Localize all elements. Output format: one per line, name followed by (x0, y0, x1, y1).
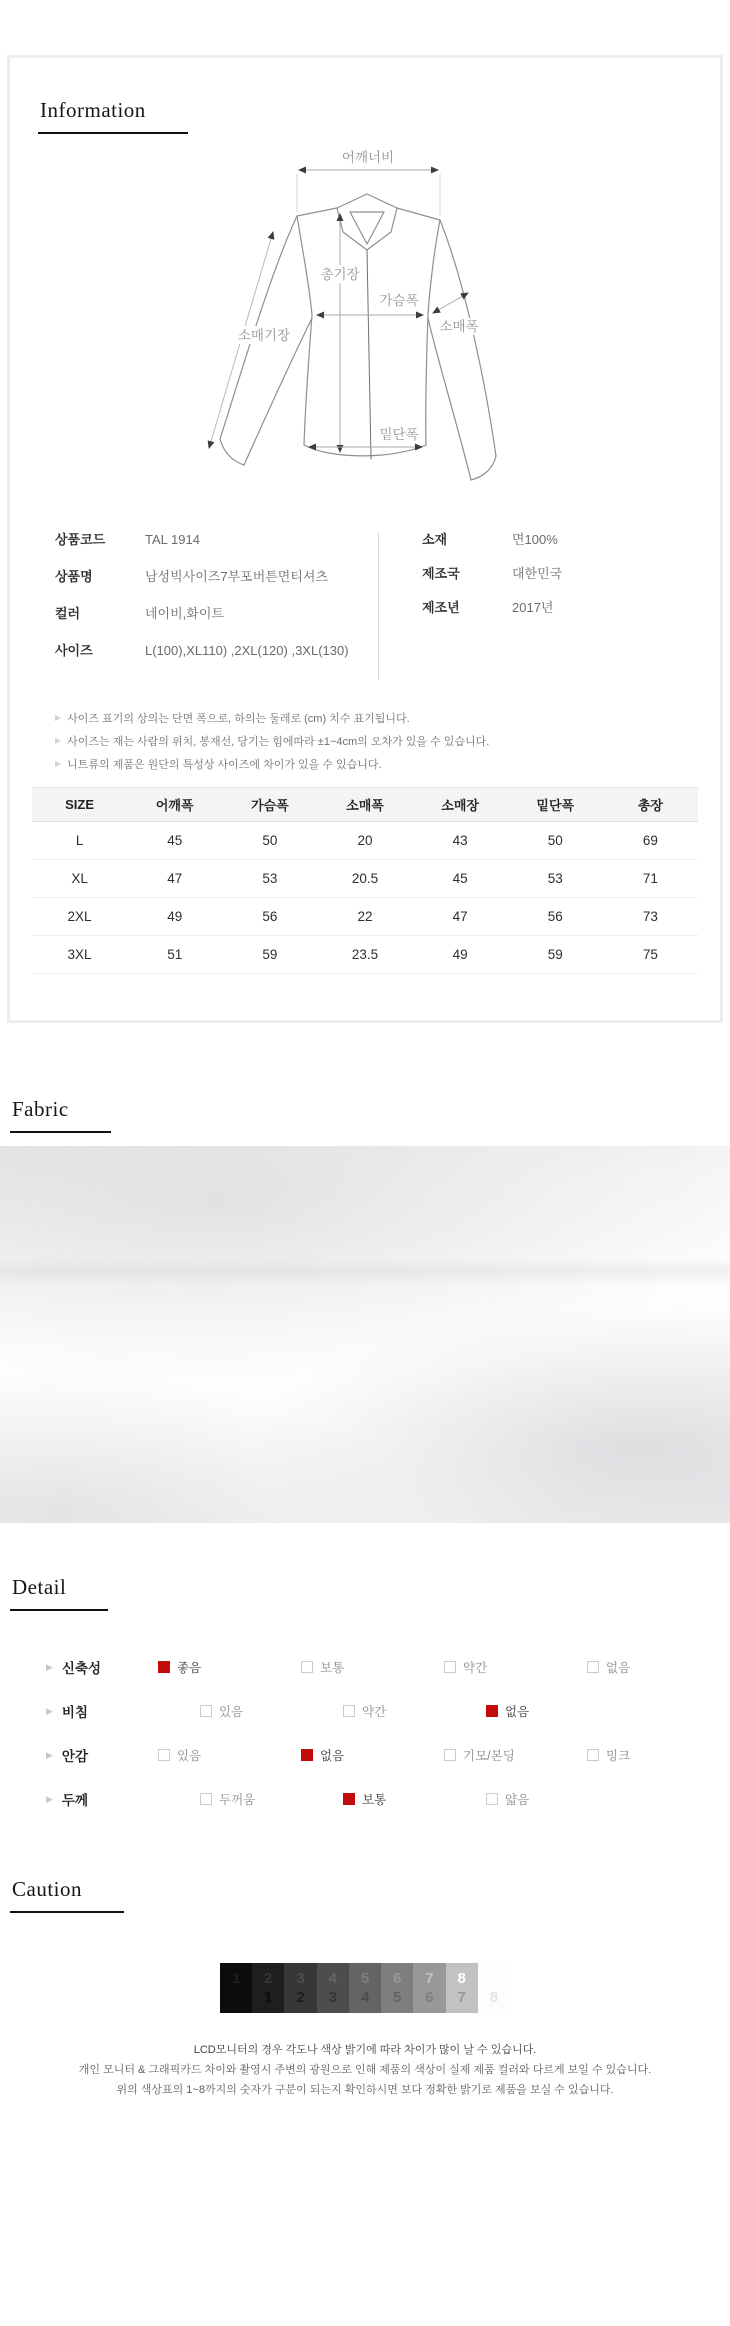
size-table-cell: 50 (222, 822, 317, 860)
detail-option (301, 1746, 444, 1764)
option-text: 얇음 (505, 1793, 530, 1807)
product-info-row (55, 532, 378, 547)
checkbox-unchecked-icon (301, 1661, 313, 1673)
checkbox-unchecked-icon (158, 1749, 170, 1761)
checkbox-checked-icon (158, 1661, 170, 1673)
caution-title-wrap (10, 1877, 730, 1913)
grayscale-cell (413, 1963, 445, 2013)
size-table-row (32, 822, 698, 860)
size-table-cell: 45 (127, 822, 222, 860)
product-info-row (422, 600, 720, 615)
detail-label-text: 안감 (61, 1749, 89, 1764)
scale-digit-bottom: 4 (360, 1989, 370, 2006)
scale-digit-top: 5 (360, 1970, 370, 1987)
grayscale-cell (284, 1963, 316, 2013)
scale-digit-bottom: 7 (457, 1989, 466, 2006)
label-hem-width: 밑단폭 (379, 427, 419, 442)
detail-title-wrap (10, 1575, 730, 1611)
size-table-cell: 22 (317, 898, 412, 936)
product-info-value: 네이비,화이트 (145, 606, 224, 621)
size-table-cell: 49 (413, 936, 508, 974)
scale-digit-bottom: 3 (328, 1989, 337, 2006)
size-table (32, 787, 698, 974)
scale-digit-top: 4 (328, 1970, 337, 1987)
note-text: 사이즈 표기의 상의는 단면 폭으로, 하의는 둘레로 (cm) 치수 표기됩니다. (67, 713, 410, 725)
note-arrow-icon: ▶ (55, 759, 62, 768)
caution-lines (0, 2040, 730, 2100)
detail-option (158, 1746, 301, 1764)
checkbox-checked-icon (486, 1705, 498, 1717)
product-info-row (55, 643, 378, 658)
product-info-value: 대한민국 (512, 566, 563, 581)
grayscale-cell (252, 1963, 284, 2013)
label-chest-width: 가슴폭 (379, 293, 419, 308)
detail-label-text: 신축성 (61, 1661, 102, 1676)
option-text: 보통 (320, 1661, 345, 1675)
size-table-cell: 45 (413, 860, 508, 898)
size-note (55, 733, 720, 749)
size-table-row (32, 860, 698, 898)
size-table-cell: 20 (317, 822, 412, 860)
caution-title: Caution (10, 1877, 124, 1913)
product-info-row (422, 532, 720, 547)
detail-arrow-icon: ▶ (46, 1705, 53, 1716)
size-table-cell: XL (32, 860, 127, 898)
scale-digit-top: 1 (231, 1970, 241, 1987)
product-info-label: 컬러 (55, 606, 81, 621)
scale-digit-top: 3 (296, 1970, 305, 1987)
detail-label (0, 1789, 200, 1809)
size-table-header: SIZE (32, 788, 127, 822)
size-table-cell: 50 (508, 822, 603, 860)
product-info-value: 2017년 (512, 600, 554, 615)
scale-digit-top: 8 (457, 1970, 466, 1987)
grayscale-cell (349, 1963, 381, 2013)
option-text: 약간 (463, 1661, 488, 1675)
fabric-photo (0, 1146, 730, 1523)
size-table-cell: 51 (127, 936, 222, 974)
product-info-label: 상품코드 (55, 532, 106, 547)
note-text: 사이즈는 재는 사람의 위치, 봉재선, 당기는 힘에따라 ±1~4cm의 오차가 있을 수 있습니다. (67, 736, 490, 748)
size-table-cell: 69 (603, 822, 698, 860)
checkbox-unchecked-icon (587, 1749, 599, 1761)
size-table-cell: 49 (127, 898, 222, 936)
checkbox-unchecked-icon (343, 1705, 355, 1717)
size-table-cell: 3XL (32, 936, 127, 974)
scale-digit-top: 2 (264, 1970, 273, 1987)
label-sleeve-length: 소매기장 (237, 328, 291, 343)
option-text: 없음 (606, 1661, 631, 1675)
size-table-cell: 56 (508, 898, 603, 936)
detail-option (587, 1746, 730, 1764)
product-info-label: 제조국 (422, 566, 460, 581)
option-text: 두꺼움 (219, 1793, 256, 1807)
size-table-row (32, 898, 698, 936)
detail-options (200, 1790, 730, 1808)
detail-arrow-icon: ▶ (46, 1793, 53, 1804)
size-table-cell: 53 (222, 860, 317, 898)
detail-label (0, 1701, 200, 1721)
detail-arrow-icon: ▶ (46, 1661, 53, 1672)
detail-option (486, 1702, 629, 1720)
checkbox-unchecked-icon (587, 1661, 599, 1673)
size-note (55, 710, 720, 726)
detail-options (158, 1746, 730, 1764)
checkbox-unchecked-icon (444, 1749, 456, 1761)
size-table-cell: 59 (508, 936, 603, 974)
size-table-header: 총장 (603, 788, 698, 822)
size-table-header: 밑단폭 (508, 788, 603, 822)
scale-digit-bottom: 2 (296, 1989, 305, 2006)
option-text: 밍크 (606, 1749, 631, 1763)
scale-digit-bottom: 6 (425, 1989, 434, 2006)
size-table-cell: 23.5 (317, 936, 412, 974)
caution-line: 개인 모니터 & 그래픽카드 차이와 촬영시 주변의 광원으로 인해 제품의 색상이 실제 제품 컬러와 다르게 보일 수 있습니다. (78, 2064, 652, 2076)
detail-rows (0, 1645, 730, 1821)
size-notes (55, 710, 720, 772)
detail-arrow-icon: ▶ (46, 1749, 53, 1760)
label-total-length: 총기장 (320, 267, 360, 282)
detail-row (0, 1689, 730, 1733)
size-table-header: 가슴폭 (222, 788, 317, 822)
information-title: Information (38, 98, 188, 134)
label-sleeve-width: 소매폭 (439, 319, 479, 334)
size-table-header: 소매장 (413, 788, 508, 822)
size-table-cell: 53 (508, 860, 603, 898)
detail-label-text: 비침 (61, 1705, 89, 1720)
grayscale-bar (220, 1963, 510, 2013)
product-info-label: 소재 (422, 532, 448, 547)
option-text: 없음 (320, 1749, 345, 1763)
product-info-row (422, 566, 720, 581)
size-table-cell: 20.5 (317, 860, 412, 898)
scale-digit-bottom: 1 (264, 1989, 273, 2006)
detail-option (486, 1790, 629, 1808)
product-info-value: 면100% (512, 532, 558, 547)
option-text: 기모/본딩 (463, 1749, 515, 1763)
product-info (10, 532, 720, 680)
checkbox-unchecked-icon (444, 1661, 456, 1673)
detail-label-text: 두께 (61, 1793, 89, 1808)
grayscale-cell (317, 1963, 349, 2013)
checkbox-checked-icon (301, 1749, 313, 1761)
detail-option (343, 1790, 486, 1808)
information-box (7, 55, 723, 1023)
product-info-value: L(100),XL110) ,2XL(120) ,3XL(130) (145, 643, 349, 658)
caution-line: LCD모니터의 경우 각도나 색상 밝기에 따라 차이가 많이 날 수 있습니다. (193, 2044, 537, 2056)
label-shoulder-width: 어깨너비 (341, 150, 395, 165)
note-text: 니트류의 제품은 원단의 특성상 사이즈에 차이가 있을 수 있습니다. (67, 759, 382, 771)
detail-option (444, 1746, 587, 1764)
option-text: 있음 (177, 1749, 202, 1763)
scale-digit-bottom: 5 (393, 1989, 402, 2006)
checkbox-unchecked-icon (486, 1793, 498, 1805)
detail-option (587, 1658, 730, 1676)
size-table-header: 소매폭 (317, 788, 412, 822)
checkbox-unchecked-icon (200, 1793, 212, 1805)
caution-line: 위의 색상표의 1~8까지의 숫자가 구분이 되는지 확인하시면 보다 정확한 밝기로 제품을 보실 수 있습니다. (116, 2084, 614, 2096)
checkbox-unchecked-icon (200, 1705, 212, 1717)
size-table-cell: 43 (413, 822, 508, 860)
size-table-cell: 59 (222, 936, 317, 974)
detail-option (343, 1702, 486, 1720)
size-table-cell: 56 (222, 898, 317, 936)
checkbox-checked-icon (343, 1793, 355, 1805)
product-info-row (55, 569, 378, 584)
product-info-label: 사이즈 (55, 643, 93, 658)
size-table-header: 어깨폭 (127, 788, 222, 822)
size-table-cell: 73 (603, 898, 698, 936)
product-info-right (378, 532, 720, 680)
detail-row (0, 1777, 730, 1821)
product-info-value: 남성빅사이즈7부포버튼면티셔츠 (145, 569, 329, 584)
shirt-measurement-diagram (135, 138, 595, 488)
note-arrow-icon: ▶ (55, 713, 62, 722)
detail-option (444, 1658, 587, 1676)
product-info-value: TAL 1914 (145, 532, 200, 547)
detail-option (301, 1658, 444, 1676)
size-table-row (32, 936, 698, 974)
option-text: 있음 (219, 1705, 244, 1719)
scale-digit-bottom: 8 (489, 1989, 499, 2006)
option-text: 좋음 (177, 1661, 202, 1675)
option-text: 보통 (362, 1793, 387, 1807)
option-text: 없음 (505, 1705, 530, 1719)
size-table-cell: 71 (603, 860, 698, 898)
size-note (55, 756, 720, 772)
size-table-header-row (32, 788, 698, 822)
detail-row (0, 1733, 730, 1777)
detail-title: Detail (10, 1575, 108, 1611)
detail-label (0, 1657, 158, 1677)
grayscale-cell (478, 1963, 510, 2013)
product-info-label: 제조년 (422, 600, 460, 615)
size-table-cell: 75 (603, 936, 698, 974)
information-title-wrap (10, 58, 720, 134)
product-info-row (55, 606, 378, 621)
product-info-left (10, 532, 378, 680)
grayscale-cell (381, 1963, 413, 2013)
size-table-cell: L (32, 822, 127, 860)
detail-row (0, 1645, 730, 1689)
detail-label (0, 1745, 158, 1765)
option-text: 약간 (362, 1705, 387, 1719)
scale-digit-top: 6 (393, 1970, 402, 1987)
detail-options (200, 1702, 730, 1720)
fabric-title: Fabric (10, 1097, 111, 1133)
note-arrow-icon: ▶ (55, 736, 62, 745)
size-table-cell: 2XL (32, 898, 127, 936)
size-table-cell: 47 (127, 860, 222, 898)
detail-option (200, 1702, 343, 1720)
size-table-body (32, 822, 698, 974)
grayscale-cell (220, 1963, 252, 2013)
detail-option (200, 1790, 343, 1808)
size-table-cell: 47 (413, 898, 508, 936)
scale-digit-top: 7 (425, 1970, 434, 1987)
product-info-label: 상품명 (55, 569, 93, 584)
detail-option (158, 1658, 301, 1676)
grayscale-cell (446, 1963, 478, 2013)
fabric-title-wrap (10, 1097, 730, 1133)
detail-options (158, 1658, 730, 1676)
